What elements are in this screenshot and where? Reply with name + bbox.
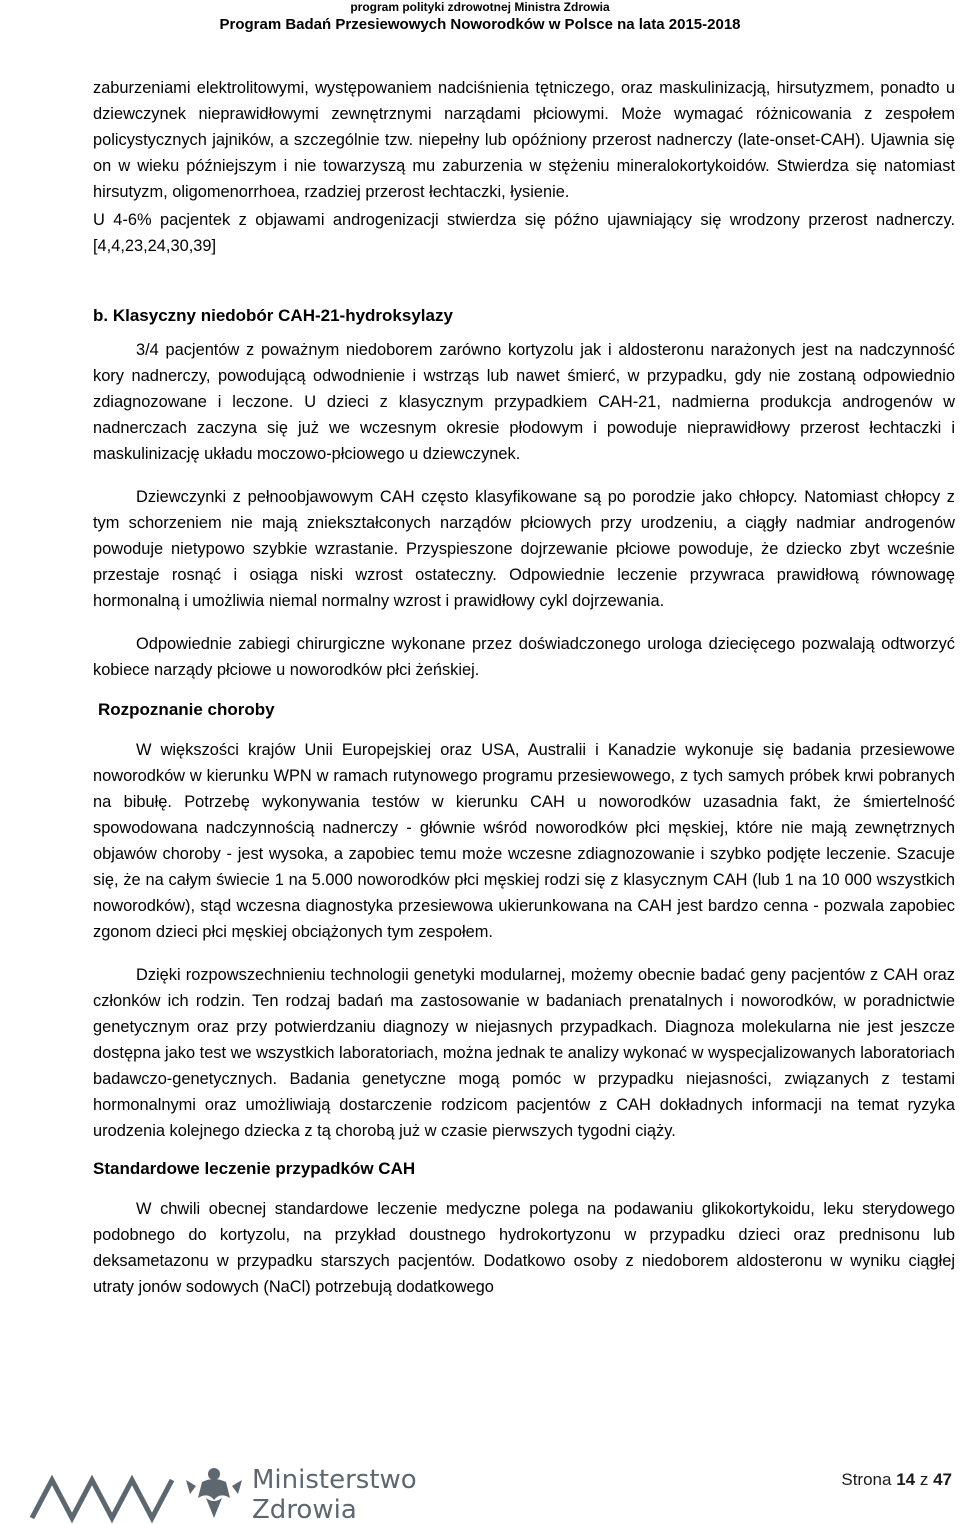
page-separator: z (919, 1470, 929, 1489)
ministry-of-health-logo (30, 1460, 430, 1524)
paragraph-1: zaburzeniami elektrolitowymi, występowaniem nadciśnienia tętniczego, oraz maskulinizacją, hirsutyzmem, ponadto u dziewczynek nieprawidłowymi zewnętrznymi narządami płciowymi. Może wymagać różnicowania z zespołem policystycznych jajników, a szczególnie tzw. niepełny lub opóźniony przerost nadnerczy (late-onset-CAH). Ujawnia się on w wieku późniejszym i nie towarzyszą mu zaburzenia w stężeniu mineralokortykoidów. Stwierdza się natomiast hirsutyzm, oligomenorrhoea, rzadziej przerost łechtaczki, łysienie. (93, 79, 955, 201)
section-heading-b: b. Klasyczny niedobór CAH-21-hydroksylazy (93, 306, 453, 325)
logo-text-line1: Ministerstwo (252, 1465, 417, 1495)
paragraph-4: Dziewczynki z pełnoobjawowym CAH często klasyfikowane są po porodzie jako chłopcy. Natomiast chłopcy z tym schorzeniem nie mają zniekształconych narządów płciowych przy urodzeniu, a ciągły nadmiar androgenów powoduje nietypowo szybkie wzrastanie. Przyspieszone dojrzewanie płciowe powoduje, że dziecko zbyt wcześnie przestaje rosnąć i osiąga niski wzrost ostateczny. Odpowiednie leczenie przywraca prawidłową równowagę hormonalną i umożliwia niemal normalny wzrost i prawidłowy cykl dojrzewania. (93, 488, 955, 610)
paragraph-8: W chwili obecnej standardowe leczenie medyczne polega na podawaniu glikokortykoidu, leku sterydowego podobnego do kortyzolu, na przykład doustnego hydrokortyzonu w przypadku dzieci oraz prednisonu lub deksametazonu w przypadku starszych pacjentów. Dodatkowo osoby z niedoborem aldosteronu w wyniku ciągłej utraty jonów sodowych (NaCl) potrzebują dodatkowego (93, 1200, 955, 1296)
zigzag-logo-mark (32, 1480, 172, 1518)
page-number (841, 1470, 952, 1490)
document-footer (0, 1448, 960, 1523)
paragraph-2: U 4-6% pacjentek z objawami androgenizacji stwierdza się późno ujawniający się wrodzony przerost nadnerczy. [4,4,23,24,30,39] (93, 211, 955, 255)
paragraph-3: 3/4 pacjentów z poważnym niedoborem zarówno kortyzolu jak i aldosteronu narażonych jest na nadczynność kory nadnerczy, powodującą odwodnienie i wstrząs lub nawet śmierć, w przypadku, gdy nie zostaną odpowiednio zdiagnozowane i leczone. U dzieci z klasycznym przypadkiem CAH-21, nadmierna produkcja androgenów w nadnerczach zaczyna się już we wczesnym okresie płodowym i powoduje nieprawidłowy przerost łechtaczki i maskulinizację układu moczowo-płciowego u dziewczynek. (93, 341, 955, 463)
polish-eagle-emblem (186, 1468, 242, 1518)
page-prefix: Strona (841, 1470, 892, 1489)
section-heading-standard-treatment: Standardowe leczenie przypadków CAH (93, 1159, 416, 1178)
paragraph-7: Dzięki rozpowszechnieniu technologii genetyki modularnej, możemy obecnie badać geny pacjentów z CAH oraz członków ich rodzin. Ten rodzaj badań ma zastosowanie w badaniach prenatalnych i noworodków, w poradnictwie genetycznym oraz przy potwierdzaniu diagnozy w niejasnych przypadkach. Diagnoza molekularna nie jest jeszcze dostępna jako test we wszystkich laboratoriach, można jednak te analizy wykonać w wyspecjalizowanych laboratoriach badawczo-genetycznych. Badania genetyczne mogą pomóc w przypadku niejasności, związanych z testami hormonalnymi oraz umożliwiają dostarczenie rodzicom pacjentów z CAH dokładnych informacji na temat ryzyka urodzenia kolejnego dziecka z tą chorobą już w czasie pierwszych tygodni ciąży. (93, 966, 955, 1140)
paragraph-6: W większości krajów Unii Europejskiej oraz USA, Australii i Kanadzie wykonuje się badania przesiewowe noworodków w kierunku WPN w ramach rutynowego programu przesiewowego, z tych samych próbek krwi pobranych na bibułę. Potrzebę wykonywania testów w kierunku CAH u noworodków uzasadnia fakt, że śmiertelność spowodowana nadczynnością nadnerczy - głównie wśród noworodków płci męskiej, które nie mają zewnętrznych objawów choroby - jest wysoka, a zapobiec temu może wczesne zdiagnozowanie i szybko podjęte leczenie. Szacuje się, że na całym świecie 1 na 5.000 noworodków płci męskiej rodzi się z klasycznym CAH (lub 1 na 10 000 wszystkich noworodków), stąd wczesna diagnostyka przesiewowa ukierunkowana na CAH jest bardzo cenna - pozwala zapobiec zgonom dzieci płci męskiej obciążonych tym zespołem. (93, 741, 955, 941)
page-total: 47 (933, 1470, 952, 1489)
header-program-line: program polityki zdrowotnej Ministra Zdrowia (350, 0, 610, 14)
page-current: 14 (896, 1470, 916, 1489)
paragraph-5: Odpowiednie zabiegi chirurgiczne wykonane przez doświadczonego urologa dziecięcego pozwalają odtworzyć kobiece narządy płciowe u noworodków płci żeńskiej. (93, 635, 955, 679)
document-header (0, 0, 960, 35)
header-title-line: Program Badań Przesiewowych Noworodków w Polsce na lata 2015-2018 (219, 16, 741, 33)
section-heading-diagnosis: Rozpoznanie choroby (98, 700, 275, 719)
document-body (93, 75, 955, 1300)
logo-text-line2: Zdrowia (252, 1495, 357, 1524)
